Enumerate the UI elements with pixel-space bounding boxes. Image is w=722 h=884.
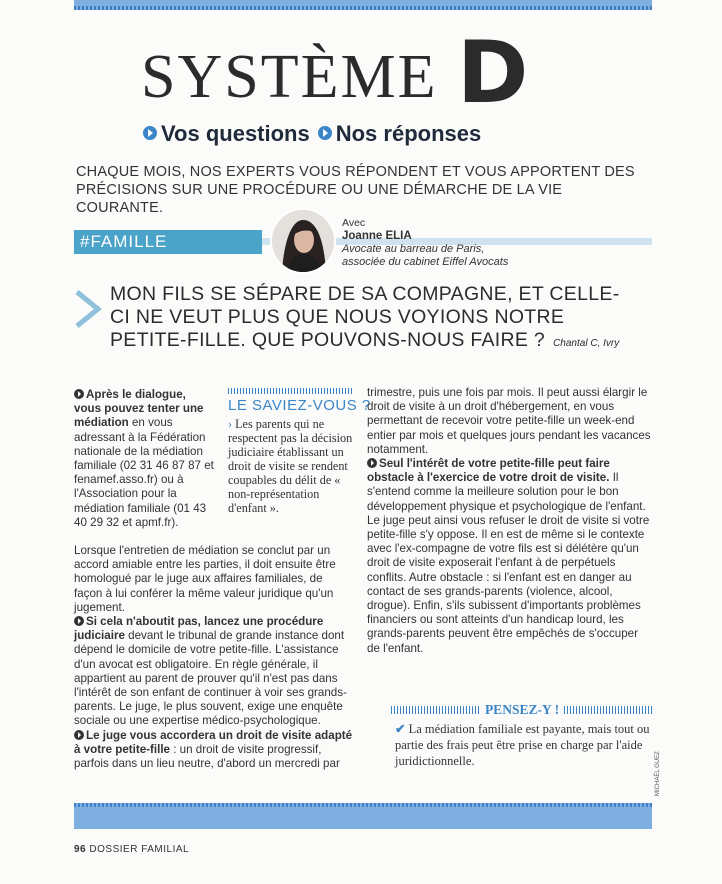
question-body: MON FILS SE SÉPARE DE SA COMPAGNE, ET CELLE-CI NE VEUT PLUS QUE NOUS VOYIONS NOTRE PETITE-FILLE. QUE POUVONS-NOUS FAIRE ?: [110, 283, 620, 351]
subtitle-questions: Vos questions: [161, 121, 310, 146]
article-paragraph-1: [74, 388, 214, 530]
author-prefix: Avec: [342, 217, 366, 229]
sidebox-text: › Les parents qui ne respectent pas la décision judiciaire établissant un droit de visite se rendent coupables du délit de « non-représentation d'enfant ».: [228, 417, 353, 515]
think-about-it-box: [391, 702, 653, 769]
page-number: 96: [74, 844, 87, 855]
chevron-right-icon: ›: [228, 417, 236, 431]
photo-credit: MICHAËL GUEZ: [655, 751, 661, 796]
paragraph-lead: Le juge vous accordera un droit de visite adapté à votre petite-fille: [74, 728, 353, 756]
intro-text: CHAQUE MOIS, NOS EXPERTS VOUS RÉPONDENT ET VOUS APPORTENT DES PRÉCISIONS SUR UNE PROCÉDURE OU UNE DÉMARCHE DE LA VIE COURANTE.: [76, 164, 635, 216]
section-title: [141, 23, 561, 123]
paragraph-continuation: trimestre, puis une fois par mois. Il peut aussi élargir le droit de visite à un droit d'hébergement, en vous permettant de recevoir votre petite-fille un week-end entier par mois et quelques jours pendant les vacances notamment.: [367, 386, 651, 456]
chevron-right-icon: [74, 289, 102, 329]
pensez-text: ✔ La médiation familiale est payante, mais tout ou partie des frais peut être prise en charge par l'aide juridictionnelle.: [395, 722, 650, 768]
title-word: SYSTÈME: [141, 43, 438, 111]
paragraph-lead: Après le dialogue, vous pouvez tenter une médiation: [74, 388, 204, 430]
author-info: [342, 217, 508, 269]
author-role-line-2: associée du cabinet Eiffel Avocats: [342, 256, 509, 268]
dotted-rule: [564, 706, 653, 714]
did-you-know-box: [228, 388, 371, 515]
subtitle-answers: Nos réponses: [335, 121, 482, 146]
question-text: [110, 283, 630, 355]
pensez-heading: PENSEZ-Y !: [484, 702, 560, 717]
arrow-circle-icon: [143, 126, 157, 140]
author-role-line-1: Avocate au barreau de Paris,: [342, 243, 485, 255]
paragraph-continuation: Lorsque l'entretien de médiation se conclut par un accord amiable entre les parties, il doit ensuite être homologué par le juge aux affaires familiales, de façon à lui conférer la même valeur juridique qu'un jugement.: [74, 544, 336, 614]
paragraph-body: en vous adressant à la Fédération nationale de la médiation familiale (02 31 46 87 87 et fenamef.asso.fr) ou à l'Association pour la médiation familiale (01 43 40 29 32 et apmf.fr).: [74, 416, 214, 529]
paragraph-lead: Si cela n'aboutit pas, lancez une procédure judiciaire: [74, 615, 324, 643]
paragraph-body: devant le tribunal de grande instance dont dépend le domicile de votre petite-fille. L'assistance d'un avocat est obligatoire. En règle générale, il appartient au parent de prouver qu'il n'est pas dans l'intérêt de son enfant de continuer à voir ses grands-parents. Le juge, le plus souvent, exige une enquête sociale ou une expertise médico-psychologique.: [74, 629, 347, 728]
question-signature: Chantal C, Ivry: [553, 338, 620, 349]
author-photo: [270, 208, 336, 274]
arrow-bullet-icon: [74, 616, 84, 626]
category-tag: #FAMILLE: [74, 230, 262, 254]
article-column-3: [367, 386, 653, 656]
paragraph-body: Il s'entend comme la meilleure solution pour le bon développement physique et psychologique de l'enfant. Le juge peut ainsi vous refuser le droit de visite si votre petite-fille s'y oppose. Il en est de même si le contexte avec l'ex-compagne de votre fils est si délétère qu'un droit de visite exposerait l'enfant à de perpétuels conflits. Autre obstacle : si l'enfant est en danger au contact de ses grands-parents (violence, alcool, drogue). Enfin, s'ils subissent d'importants problèmes financiers ou sont atteints d'un handicap lourd, les grands-parents peuvent être empêchés de s'occuper de l'enfant.: [367, 471, 650, 655]
bottom-band: [74, 803, 652, 829]
dotted-rule: [391, 706, 480, 714]
arrow-circle-icon: [318, 126, 332, 140]
page-footer: [74, 844, 189, 855]
magazine-name: DOSSIER FAMILIAL: [89, 844, 190, 855]
title-letter: D: [457, 23, 529, 123]
checkmark-icon: ✔: [395, 722, 406, 736]
arrow-bullet-icon: [367, 458, 377, 468]
top-band: [74, 0, 652, 10]
sidebox-heading: LE SAVIEZ-VOUS ?: [228, 397, 371, 414]
arrow-bullet-icon: [74, 389, 84, 399]
dotted-rule: [228, 388, 354, 394]
paragraph-lead: Seul l'intérêt de votre petite-fille peut faire obstacle à l'exercice de votre droit de visite.: [367, 457, 610, 485]
author-name: Joanne ELIA: [342, 230, 412, 242]
paragraph-body: : un droit de visite progressif, parfois dans un lieu neutre, d'abord un mercredi par: [74, 742, 340, 771]
arrow-bullet-icon: [74, 730, 84, 740]
article-column-1-continued: [74, 544, 354, 771]
section-subtitle: [143, 121, 481, 147]
